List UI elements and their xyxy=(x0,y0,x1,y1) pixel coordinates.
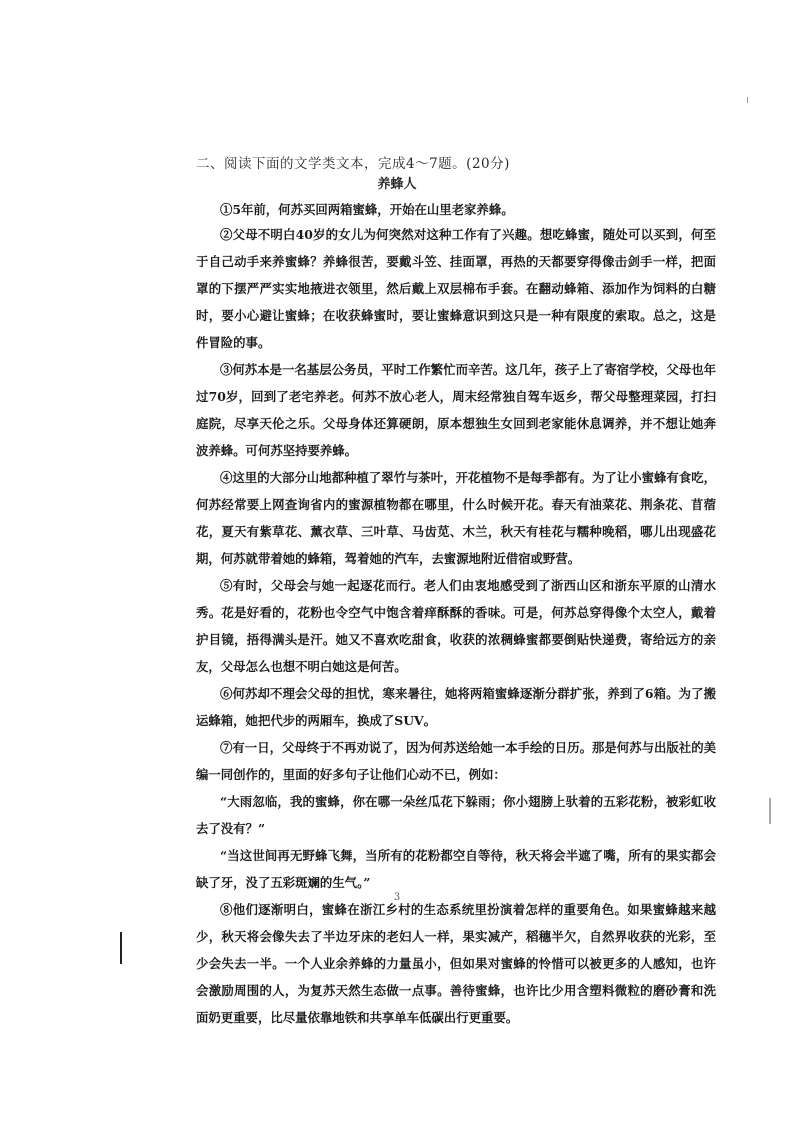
quote-paragraph: “大雨忽临，我的蜜蜂，你在哪一朵丝瓜花下躲雨；你小翅膀上驮着的五彩花粉，被彩虹收去了没有？” xyxy=(196,794,716,836)
scan-mark xyxy=(769,798,771,824)
scan-edge-mark xyxy=(120,932,122,964)
page-number: 3 xyxy=(393,892,401,903)
paragraph: ②父母不明白40岁的女儿为何突然对这种工作有了兴趣。想吃蜂蜜，随处可以买到，何至于自己动手来养蜜蜂？养蜂很苦，要戴斗笠、挂面罩，再热的天都要穿得像击剑手一样，把面罩的下摆严严实实地掖进衣领里，然后戴上双层棉布手套。在翻动蜂箱、添加作为饲料的白糖时，要小心避让蜜蜂；在收获蜂蜜时，要让蜜蜂意识到这只是一种有限度的索取。总之，这是件冒险的事。 xyxy=(196,227,716,350)
scan-mark xyxy=(747,97,748,103)
section-heading: 二、阅读下面的文学类文本，完成4～7题。(20分) xyxy=(196,156,510,172)
paragraph: ③何苏本是一名基层公务员，平时工作繁忙而辛苦。这几年，孩子上了寄宿学校，父母也年过70岁，回到了老宅养老。何苏不放心老人，周末经常独自驾车返乡，帮父母整理菜园，打扫庭院，尽享天伦之乐。父母身体还算硬朗，原本想独生女回到老家能休息调养，并不想让她奔波养蜂。可何苏坚持要养蜂。 xyxy=(196,362,716,458)
passage-title: 养蜂人 xyxy=(377,177,417,192)
passage-body xyxy=(196,196,716,1031)
paragraph: ①5年前，何苏买回两箱蜜蜂，开始在山里老家养蜂。 xyxy=(220,202,514,217)
paragraph: ④这里的大部分山地都种植了翠竹与茶叶，开花植物不是每季都有。为了让小蜜蜂有食吃，何苏经常要上网查询省内的蜜源植物都在哪里，什么时候开花。春天有油菜花、荆条花、苜蓿花，夏天有紫草花、薰衣草、三叶草、马齿苋、木兰，秋天有桂花与糯种晚稻，哪儿出现盛花期，何苏就带着她的蜂箱，驾着她的汽车，去蜜源地附近借宿或野营。 xyxy=(196,470,716,566)
paragraph: ⑥何苏却不理会父母的担忧，寒来暑往，她将两箱蜜蜂逐渐分群扩张，养到了6箱。为了搬运蜂箱，她把代步的两厢车，换成了SUV。 xyxy=(196,686,716,728)
paragraph: ⑤有时，父母会与她一起逐花而行。老人们由衷地感受到了浙西山区和浙东平原的山清水秀。花是好看的，花粉也令空气中饱含着痒酥酥的香味。可是，何苏总穿得像个太空人，戴着护目镜，捂得满头是汗。她又不喜欢吃甜食，收获的浓稠蜂蜜都要倒贴快递费，寄给远方的亲友，父母怎么也想不明白她这是何苦。 xyxy=(196,578,716,674)
quote-paragraph: “当这世间再无野蜂飞舞，当所有的花粉都空自等待，秋天将会半遮了嘴，所有的果实都会缺了牙，没了五彩斑斓的生气。” xyxy=(196,848,716,890)
paragraph: ⑦有一日，父母终于不再劝说了，因为何苏送给她一本手绘的日历。那是何苏与出版社的美编一同创作的，里面的好多句子让他们心动不已，例如： xyxy=(196,740,716,782)
paragraph: ⑧他们逐渐明白，蜜蜂在浙江乡村的生态系统里扮演着怎样的重要角色。如果蜜蜂越来越少，秋天将会像失去了半边牙床的老妇人一样，果实减产，稻穗半欠，自然界收获的光彩，至少会失去一半。一个人业余养蜂的力量虽小，但如果对蜜蜂的怜惜可以被更多的人感知，也许会激励周围的人，为复苏天然生态做一点事。善待蜜蜂，也许比少用含塑料微粒的磨砂膏和洗面奶更重要，比尽量依靠地铁和共享单车低碳出行更重要。 xyxy=(196,902,716,1025)
